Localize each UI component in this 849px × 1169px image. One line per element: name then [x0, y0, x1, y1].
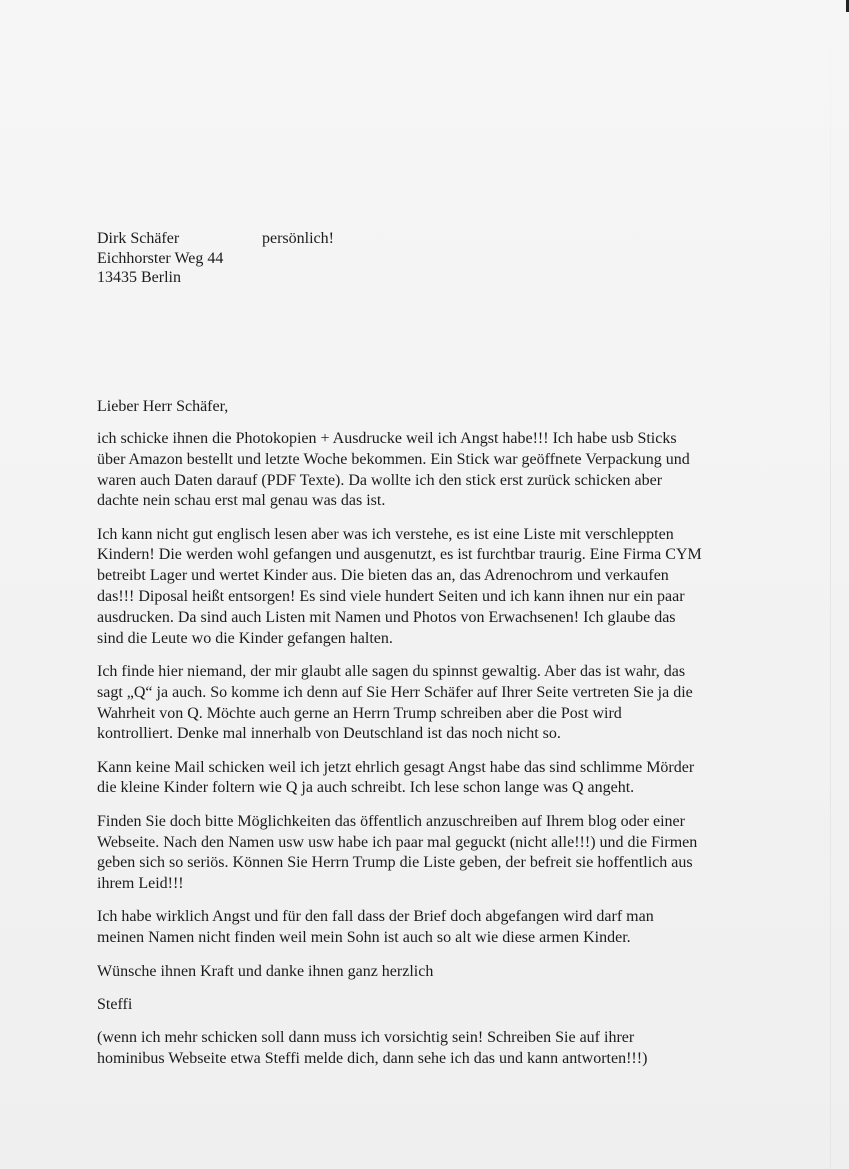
letter-paragraph [97, 1028, 737, 1070]
paragraph-line: geben sich so seriös. Können Sie Herrn Trump die Liste geben, der befreit sie hoffentlich aus [97, 854, 693, 872]
paragraph-line: dachte nein schau erst mal genau was das ist. [97, 492, 386, 510]
paragraph-line: Ich kann nicht gut englisch lesen aber was ich verstehe, es ist eine Liste mit verschleppten [97, 525, 674, 543]
paragraph-line: das!!! Diposal heißt entsorgen! Es sind viele hundert Seiten und ich kann ihnen nur ein paar [97, 588, 685, 606]
letter-paragraph [97, 812, 737, 895]
paragraph-line: kontrolliert. Denke mal innerhalb von Deutschland ist das noch nicht so. [97, 725, 561, 743]
letter-paragraph [97, 662, 737, 745]
paragraph-line: Ich habe wirklich Angst und für den fall dass der Brief doch abgefangen wird darf man [97, 908, 654, 926]
letter-paragraph [97, 907, 737, 949]
paragraph-line: Ich finde hier niemand, der mir glaubt alle sagen du spinnst gewaltig. Aber das ist wahr, das [97, 662, 686, 680]
paragraph-line: Wahrheit von Q. Möchte auch gerne an Herrn Trump schreiben aber die Post wird [97, 704, 622, 722]
letter-paragraph [97, 995, 737, 1016]
recipient-city: 13435 Berlin [97, 269, 181, 286]
paragraph-line: betreibt Lager und wertet Kinder aus. Die bieten das an, das Adrenochrom und verkaufen [97, 567, 669, 585]
paragraph-line: Steffi [97, 995, 133, 1013]
letter-paragraph [97, 429, 737, 512]
paragraph-line: Webseite. Nach den Namen usw usw habe ich paar mal geguckt (nicht alle!!!) und die Firmen [97, 833, 698, 851]
recipient-street: Eichhorster Weg 44 [97, 249, 224, 267]
paragraph-line: sagt „Q“ ja auch. So komme ich denn auf Sie Herr Schäfer auf Ihrer Seite vertreten Sie ja die [97, 683, 693, 701]
paragraph-line: ausdrucken. Da sind auch Listen mit Namen und Photos von Erwachsenen! Ich glaube das [97, 608, 676, 626]
recipient-name: Dirk Schäfer [97, 230, 180, 247]
scan-shadow-line [830, 0, 831, 1169]
paragraph-line: Kindern! Die werden wohl gefangen und ausgenutzt, es ist furchtbar traurig. Eine Firma CYM [97, 546, 702, 564]
paragraph-line: hominibus Webseite etwa Steffi melde dich, dann sehe ich das und kann antworten!!!) [97, 1049, 648, 1067]
paragraph-line: Kann keine Mail schicken weil ich jetzt ehrlich gesagt Angst habe das sind schlimme Mörder [97, 758, 695, 776]
paragraph-line: (wenn ich mehr schicken soll dann muss ich vorsichtig sein! Schreiben Sie auf ihrer [97, 1029, 635, 1047]
recipient-address [97, 229, 223, 288]
paragraph-line: Finden Sie doch bitte Möglichkeiten das öffentlich anzuschreiben auf Ihrem blog oder einer [97, 812, 685, 830]
salutation: Lieber Herr Schäfer, [97, 398, 229, 415]
letter-paragraph [97, 962, 737, 983]
letter-paragraph [97, 525, 737, 650]
paragraph-line: waren auch Daten darauf (PDF Texte). Da wollte ich den stick erst zurück schicken aber [97, 471, 663, 489]
letter-paragraph [97, 758, 737, 800]
paragraph-line: ich schicke ihnen die Photokopien + Ausdrucke weil ich Angst habe!!! Ich habe usb Sticks [97, 430, 677, 447]
personal-note: persönlich! [262, 230, 334, 247]
letter-body [97, 429, 737, 1082]
paragraph-line: über Amazon bestellt und letzte Woche bekommen. Ein Stick war geöffnete Verpackung und [97, 450, 690, 468]
paragraph-line: ihrem Leid!!! [97, 875, 184, 893]
paragraph-line: sind die Leute wo die Kinder gefangen halten. [97, 629, 393, 647]
paragraph-line: meinen Namen nicht finden weil mein Sohn ist auch so alt wie diese armen Kinder. [97, 929, 631, 947]
paragraph-line: Wünsche ihnen Kraft und danke ihnen ganz herzlich [97, 962, 434, 980]
paragraph-line: die kleine Kinder foltern wie Q ja auch schreibt. Ich lese schon lange was Q angeht. [97, 779, 635, 797]
